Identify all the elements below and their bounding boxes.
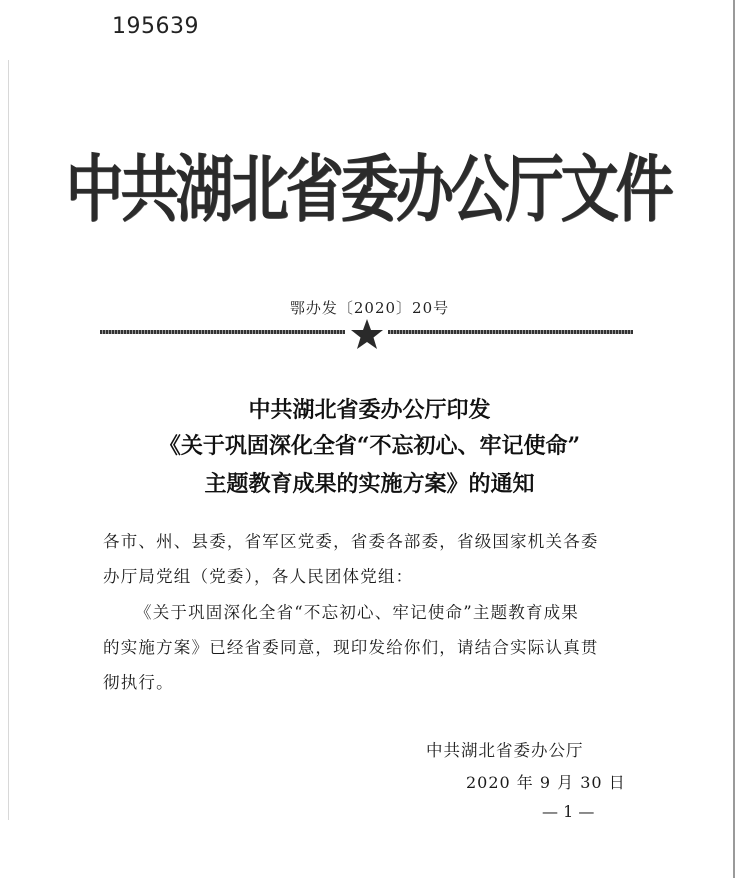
separator-rule-left — [100, 330, 345, 334]
masthead-text: 中共湖北省委办公厅文件 — [65, 146, 671, 232]
issue-date: 2020 年 9 月 30 日 — [466, 773, 626, 792]
notice-title-line-2: 《关于巩固深化全省“不忘初心、牢记使命” — [158, 433, 581, 459]
separator-rule-right — [388, 330, 633, 334]
page-number: — 1 — — [542, 802, 595, 821]
notice-title-line-3: 主题教育成果的实施方案》的通知 — [204, 471, 535, 497]
signature: 中共湖北省委办公厅 — [426, 741, 584, 760]
body-line-1: 各市、州、县委，省军区党委，省委各部委，省级国家机关各委 — [103, 532, 599, 551]
body-line-5: 彻执行。 — [103, 673, 174, 692]
document-number: 鄂办发〔2020〕20号 — [289, 299, 450, 317]
star-icon — [350, 318, 384, 350]
notice-title-line-1: 中共湖北省委办公厅印发 — [248, 397, 491, 423]
document-id-number: 195639 — [112, 14, 199, 39]
body-line-2: 办厅局党组（党委），各人民团体党组： — [103, 567, 414, 586]
body-line-4: 的实施方案》已经省委同意，现印发给你们，请结合实际认真贯 — [103, 638, 599, 657]
body-line-3: 《关于巩固深化全省“不忘初心、牢记使命”主题教育成果 — [135, 603, 580, 622]
document-masthead — [65, 138, 671, 232]
